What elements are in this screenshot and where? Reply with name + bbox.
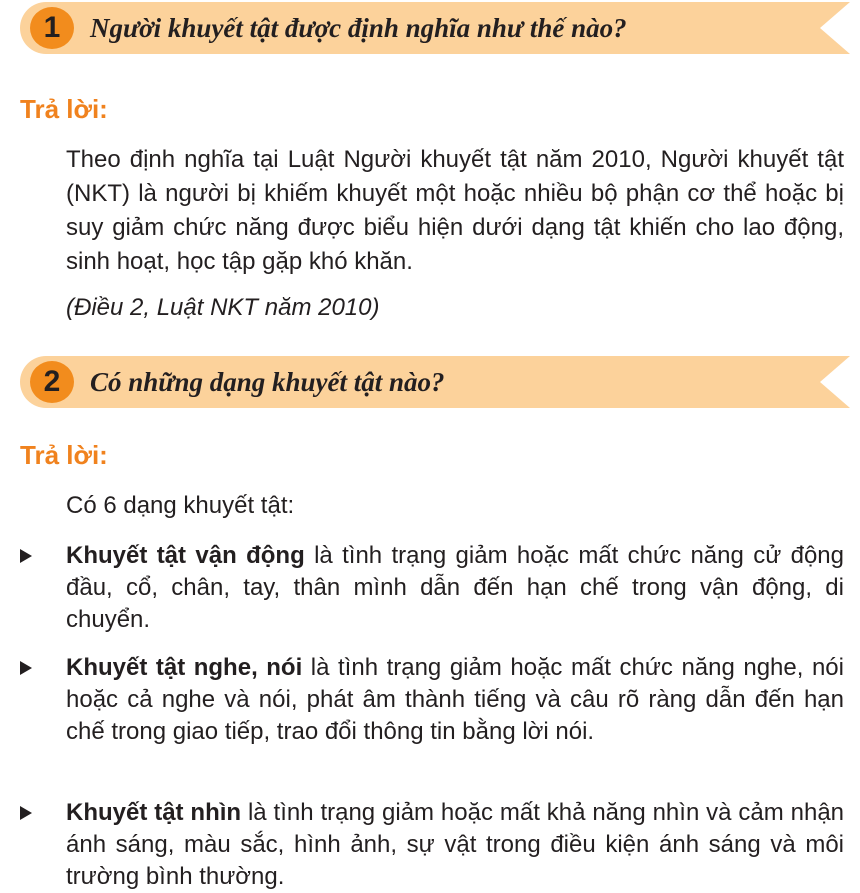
answer-label: Trả lời:: [20, 440, 108, 470]
list-item-term: Khuyết tật vận động: [66, 542, 305, 569]
list-item-description: là tình trạng giảm hoặc mất khả năng nhìn và cảm nhận ánh sáng, màu sắc, hình ảnh, sự vật trong điều kiện ánh sáng và môi trường bình thường.: [66, 799, 845, 890]
question-banner-1: [20, 2, 850, 54]
question-banner-2: [20, 356, 850, 408]
list-item-text: [66, 540, 844, 636]
list-item-text: [66, 652, 844, 748]
list-item: [20, 652, 844, 748]
question-number-badge: 2: [30, 361, 74, 403]
list-item: [20, 797, 844, 893]
list-item-text: [66, 797, 844, 893]
list-item-term: Khuyết tật nhìn: [66, 799, 242, 826]
question-number-badge: 1: [30, 7, 74, 49]
question-title: Có những dạng khuyết tật nào?: [90, 367, 445, 397]
bullet-arrow-icon: [20, 549, 32, 563]
list-item-description: là tình trạng giảm hoặc mất chức năng nghe, nói hoặc cả nghe và nói, phát âm thành tiếng và câu rõ ràng dẫn đến hạn chế trong giao tiếp, trao đổi thông tin bằng lời nói.: [66, 654, 844, 745]
answer-label: Trả lời:: [20, 94, 108, 124]
question-title: Người khuyết tật được định nghĩa như thế nào?: [90, 13, 627, 43]
bullet-arrow-icon: [20, 661, 32, 675]
answer-paragraph: Theo định nghĩa tại Luật Người khuyết tật năm 2010, Người khuyết tật (NKT) là người bị khiếm khuyết một hoặc nhiều bộ phận cơ thể hoặc bị suy giảm chức năng được biểu hiện dưới dạng tật khiến cho lao động, sinh hoạt, học tập gặp khó khăn.: [66, 146, 844, 275]
list-intro: Có 6 dạng khuyết tật:: [66, 492, 295, 519]
bullet-arrow-icon: [20, 806, 32, 820]
legal-source: (Điều 2, Luật NKT năm 2010): [66, 294, 380, 321]
list-item-description: là tình trạng giảm hoặc mất chức năng cử động đầu, cổ, chân, tay, thân mình dẫn đến hạn chế trong vận động, di chuyển.: [66, 542, 844, 633]
list-item-term: Khuyết tật nghe, nói: [66, 654, 303, 681]
list-item: [20, 540, 844, 636]
